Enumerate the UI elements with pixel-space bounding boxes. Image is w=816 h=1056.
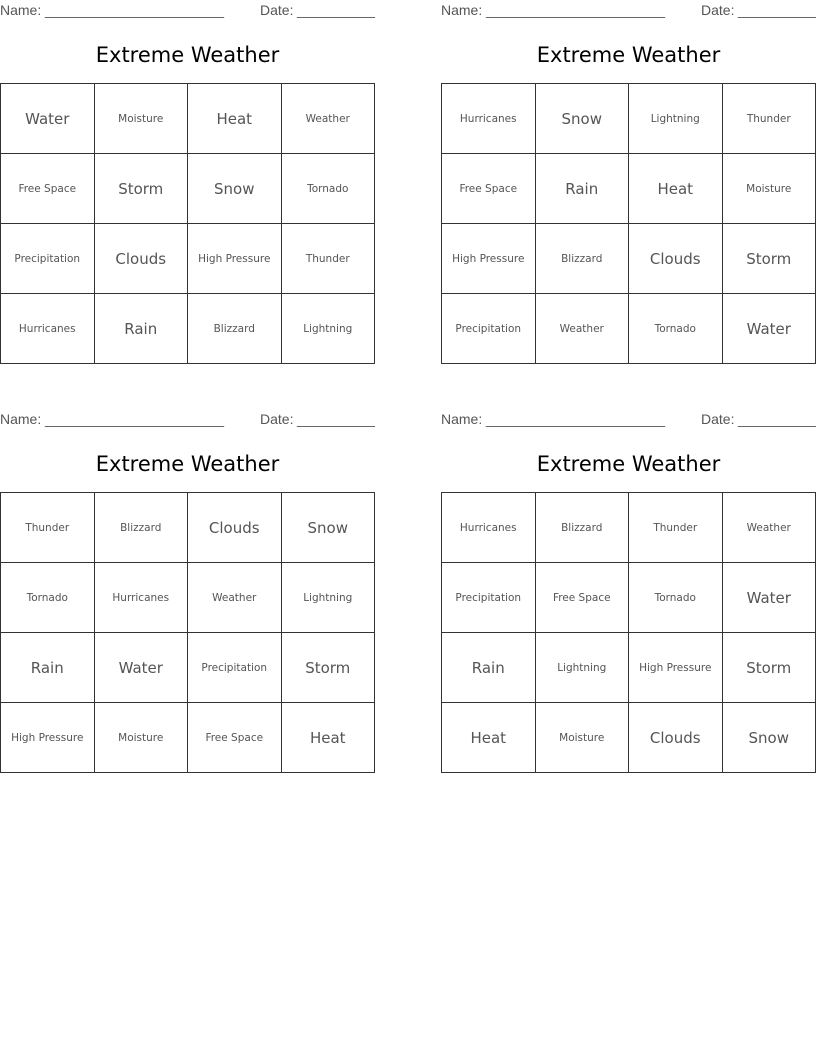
bingo-cell: Precipitation <box>442 294 536 364</box>
name-date-line <box>441 0 816 20</box>
bingo-cell: Rain <box>1 633 95 703</box>
bingo-cell: Tornado <box>629 294 723 364</box>
name-label: Name: <box>0 411 42 427</box>
bingo-cell: Moisture <box>95 84 189 154</box>
bingo-cell: Precipitation <box>1 224 95 294</box>
name-date-line <box>0 409 375 429</box>
bingo-cell: Heat <box>442 703 536 773</box>
name-blank: _______________________ <box>45 411 225 427</box>
date-label: Date: <box>701 2 735 18</box>
bingo-card <box>0 0 375 365</box>
bingo-cell: Hurricanes <box>1 294 95 364</box>
name-blank: _______________________ <box>486 411 666 427</box>
bingo-cell: Clouds <box>629 703 723 773</box>
bingo-cell: Precipitation <box>188 633 282 703</box>
bingo-cell: Tornado <box>629 563 723 633</box>
bingo-cell: Thunder <box>723 84 816 154</box>
bingo-card <box>441 0 816 365</box>
bingo-cell: Clouds <box>95 224 189 294</box>
bingo-cell: Hurricanes <box>442 493 536 563</box>
bingo-cell: Hurricanes <box>442 84 536 154</box>
bingo-cell: Heat <box>282 703 376 773</box>
bingo-cell: Storm <box>95 154 189 224</box>
bingo-cell: Rain <box>442 633 536 703</box>
bingo-cell: Thunder <box>629 493 723 563</box>
bingo-card <box>441 409 816 774</box>
date-blank: __________ <box>738 411 816 427</box>
bingo-cell: Rain <box>95 294 189 364</box>
name-date-line <box>0 0 375 20</box>
bingo-cell: Weather <box>536 294 630 364</box>
bingo-grid <box>441 83 816 364</box>
bingo-cell: Blizzard <box>536 493 630 563</box>
bingo-cell: Snow <box>723 703 816 773</box>
date-label: Date: <box>260 2 294 18</box>
bingo-cell: Snow <box>282 493 376 563</box>
bingo-cell: Free Space <box>188 703 282 773</box>
bingo-cell: Free Space <box>536 563 630 633</box>
bingo-cell: Weather <box>282 84 376 154</box>
date-blank: __________ <box>738 2 816 18</box>
bingo-cell: Water <box>723 563 816 633</box>
bingo-grid <box>0 492 375 773</box>
bingo-cell: Lightning <box>282 294 376 364</box>
bingo-cell: High Pressure <box>629 633 723 703</box>
bingo-cell: Clouds <box>188 493 282 563</box>
date-blank: __________ <box>297 411 375 427</box>
bingo-cell: Blizzard <box>95 493 189 563</box>
bingo-grid <box>0 83 375 364</box>
bingo-cell: Storm <box>282 633 376 703</box>
bingo-cell: Heat <box>629 154 723 224</box>
name-blank: _______________________ <box>45 2 225 18</box>
name-label: Name: <box>0 2 42 18</box>
bingo-cell: Storm <box>723 224 816 294</box>
bingo-cell: Snow <box>188 154 282 224</box>
bingo-cell: Thunder <box>282 224 376 294</box>
bingo-cell: High Pressure <box>442 224 536 294</box>
bingo-cell: Blizzard <box>536 224 630 294</box>
bingo-cell: Water <box>95 633 189 703</box>
bingo-cell: Lightning <box>536 633 630 703</box>
bingo-cell: Free Space <box>442 154 536 224</box>
bingo-cell: High Pressure <box>188 224 282 294</box>
name-label: Name: <box>441 411 483 427</box>
bingo-cell: Blizzard <box>188 294 282 364</box>
bingo-card <box>0 409 375 774</box>
bingo-cell: Moisture <box>95 703 189 773</box>
card-title: Extreme Weather <box>536 43 721 67</box>
name-date-line <box>441 409 816 429</box>
bingo-cell: Precipitation <box>442 563 536 633</box>
name-blank: _______________________ <box>486 2 666 18</box>
bingo-cell: Tornado <box>1 563 95 633</box>
bingo-cell: Hurricanes <box>95 563 189 633</box>
bingo-cell: High Pressure <box>1 703 95 773</box>
bingo-cell: Lightning <box>282 563 376 633</box>
card-title: Extreme Weather <box>536 452 721 476</box>
date-label: Date: <box>701 411 735 427</box>
bingo-cell: Moisture <box>723 154 816 224</box>
name-label: Name: <box>441 2 483 18</box>
bingo-cell: Water <box>723 294 816 364</box>
bingo-cell: Tornado <box>282 154 376 224</box>
date-label: Date: <box>260 411 294 427</box>
bingo-cell: Water <box>1 84 95 154</box>
bingo-cell: Storm <box>723 633 816 703</box>
bingo-cell: Weather <box>723 493 816 563</box>
date-blank: __________ <box>297 2 375 18</box>
bingo-cell: Moisture <box>536 703 630 773</box>
card-title: Extreme Weather <box>95 43 280 67</box>
bingo-cell: Snow <box>536 84 630 154</box>
bingo-cell: Clouds <box>629 224 723 294</box>
bingo-cell: Thunder <box>1 493 95 563</box>
bingo-cell: Heat <box>188 84 282 154</box>
bingo-cell: Rain <box>536 154 630 224</box>
bingo-cell: Weather <box>188 563 282 633</box>
bingo-cell: Free Space <box>1 154 95 224</box>
bingo-grid <box>441 492 816 773</box>
card-title: Extreme Weather <box>95 452 280 476</box>
bingo-cell: Lightning <box>629 84 723 154</box>
